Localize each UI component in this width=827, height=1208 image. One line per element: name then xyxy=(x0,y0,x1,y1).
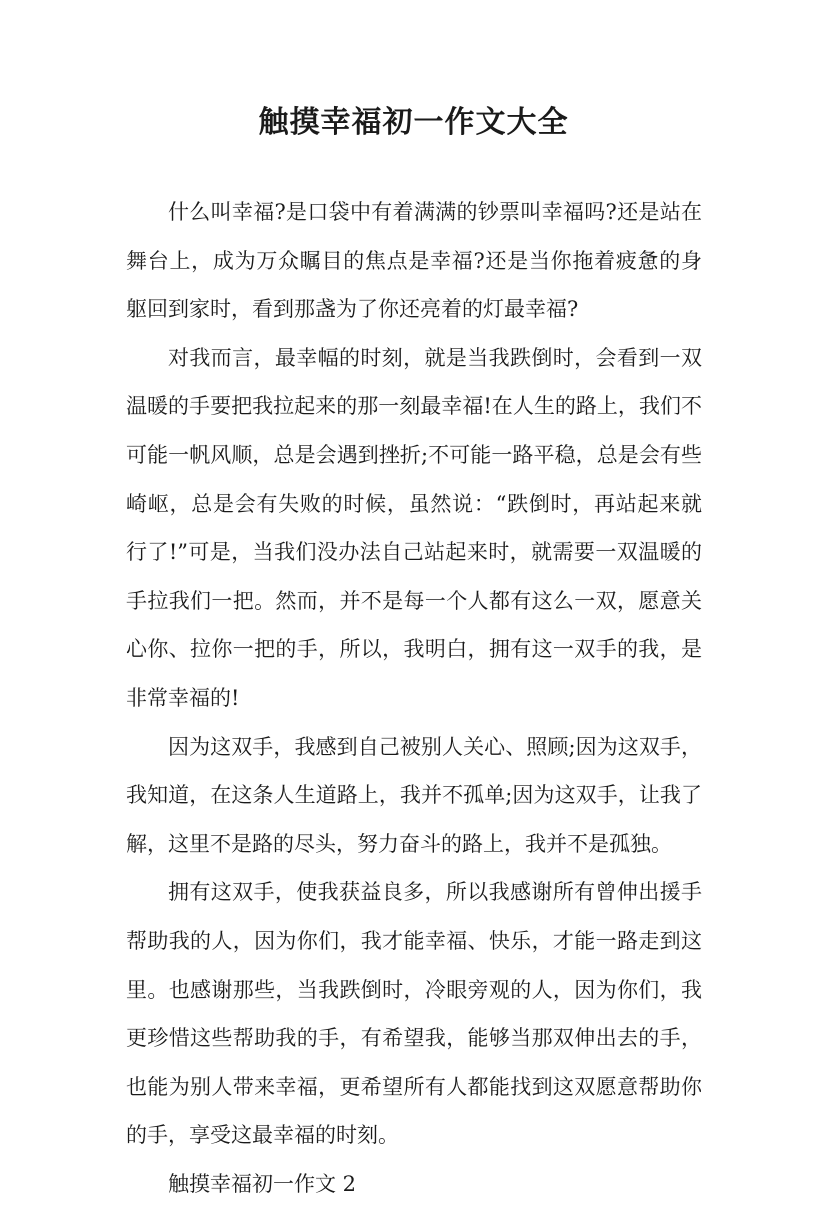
document-title: 触摸幸福初一作文大全 xyxy=(258,105,569,140)
paragraph-1: 什么叫幸福?是口袋中有着满满的钞票叫幸福吗?还是站在舞台上，成为万众瞩目的焦点是幸福?还是当你拖着疲惫的身躯回到家时，看到那盏为了你还亮着的灯最幸福? xyxy=(126,200,702,322)
paragraph-4: 拥有这双手，使我获益良多，所以我感谢所有曾伸出援手帮助我的人，因为你们，我才能幸福、快乐，才能一路走到这里。也感谢那些，当我跌倒时，冷眼旁观的人，因为你们，我更珍惜这些帮助我的手，有希望我，能够当那双伸出去的手，也能为别人带来幸福，更希望所有人都能找到这双愿意帮助你的手，享受这最幸福的时刻。 xyxy=(126,880,702,1148)
section-heading-2: 触摸幸福初一作文 2 xyxy=(168,1171,357,1196)
document-body xyxy=(126,188,702,1208)
paragraph-3: 因为这双手，我感到自己被别人关心、照顾;因为这双手，我知道，在这条人生道路上，我并不孤单;因为这双手，让我了解，这里不是路的尽头，努力奋斗的路上，我并不是孤独。 xyxy=(126,734,702,856)
paragraph-2: 对我而言，最幸幅的时刻，就是当我跌倒时，会看到一双温暖的手要把我拉起来的那一刻最幸福!在人生的路上，我们不可能一帆风顺，总是会遇到挫折;不可能一路平稳，总是会有些崎岖，总是会有失败的时候，虽然说：“跌倒时，再站起来就行了!”可是，当我们没办法自己站起来时，就需要一双温暖的手拉我们一把。然而，并不是每一个人都有这么一双，愿意关心你、拉你一把的手，所以，我明白，拥有这一双手的我，是非常幸福的! xyxy=(126,345,702,710)
